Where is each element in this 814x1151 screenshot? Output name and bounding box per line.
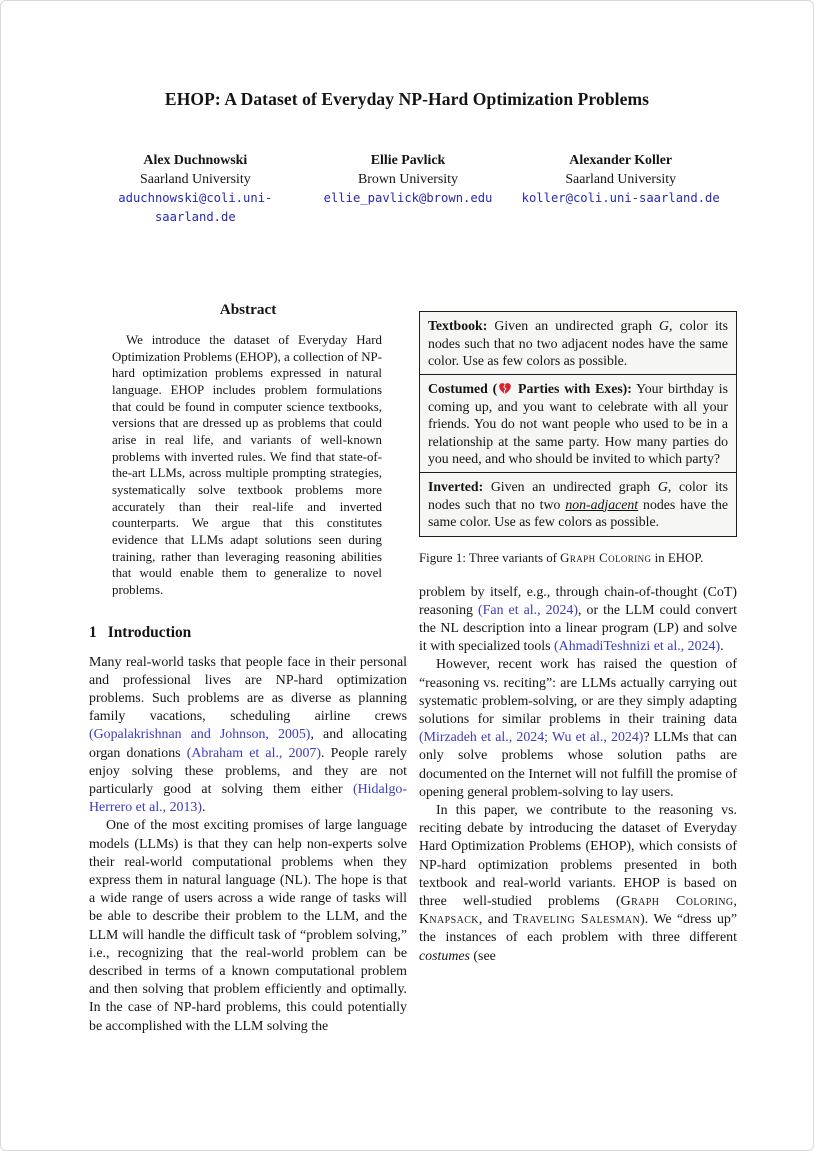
paragraph xyxy=(419,656,737,802)
text-segment: Textbook: xyxy=(428,318,488,333)
text-segment: Parties with Exes): xyxy=(513,381,632,396)
author-3 xyxy=(514,151,727,227)
text-segment: costumes xyxy=(419,948,470,964)
figure-box-costumed xyxy=(419,374,737,474)
text-segment: , color its nodes such that no two xyxy=(428,479,728,512)
broken-heart-icon xyxy=(498,382,512,395)
section-title: Introduction xyxy=(107,623,192,641)
text-segment: , or the LLM could convert the NL description into a linear program (LP) and solve it with specialized tools xyxy=(419,602,737,655)
author-affiliation: Brown University xyxy=(358,172,458,187)
text-segment: , color its nodes such that no two adjacent nodes have the same color. Use as few colors as possible. xyxy=(428,318,728,368)
figure-1-caption xyxy=(419,550,737,566)
section-number: 1 xyxy=(89,623,97,641)
smallcaps-term: Graph Coloring xyxy=(560,550,652,565)
text-segment: G xyxy=(657,479,668,494)
author-name: Alex Duchnowski xyxy=(143,153,248,168)
figure-box-inverted xyxy=(419,472,737,537)
abstract-text: We introduce the dataset of Everyday Hard Optimization Problems (EHOP), a collection of NP-hard optimization problems expressed in natural language. EHOP includes problem formulations that could be found in computer science textbooks, versions that are dressed up as problems that could arise in real life, and variants of well-known problems with inverted rules. We find that state-of-the-art LLMs, across multiple prompting strategies, systematically solve textbook problems more accurately than their real-life and inverted counterparts. We argue that this constitutes evidence that LLMs adapt solutions seen during training, rather than leveraging reasoning abilities that would enable them to generalize to novel problems. xyxy=(112,333,382,597)
right-column xyxy=(419,309,737,966)
text-segment: Inverted: xyxy=(428,479,484,494)
section-heading-introduction xyxy=(89,624,407,642)
paragraph xyxy=(89,817,407,1035)
text-segment: ? LLMs that can only solve problems whose solution paths are documented on the Internet will not fulfill the promise of opening general problem-solving to lay users. xyxy=(419,730,737,800)
text-segment: Many real-world tasks that people face in their personal and professional lives are NP-hard optimization problems. Such problems are as diverse as planning family vacations, scheduling airline crews xyxy=(89,654,407,725)
text-segment: Given an undirected graph xyxy=(487,318,660,333)
citation-link[interactable]: (Abraham et al., 2007) xyxy=(186,745,321,761)
text-segment: non-adjacent xyxy=(565,496,639,512)
citation-link[interactable]: (Fan et al., 2024) xyxy=(478,602,578,618)
text-segment: . xyxy=(202,800,206,816)
left-column xyxy=(89,301,407,1036)
author-email-link[interactable]: koller@coli.uni-saarland.de xyxy=(521,191,720,205)
text-segment: In this paper, we contribute to the reasoning vs. reciting debate by introducing the dataset of Everyday Hard Optimization Problems (EHOP), which consists of NP-hard optimization problems presented in both textbook and real-world variants. EHOP is based on three well-studied problems ( xyxy=(419,802,737,909)
text-segment: However, recent work has raised the question of “reasoning vs. reciting”: are LLMs actually carrying out systematic problem-solving, or are they simply adapting solutions for similar problems in their training data xyxy=(419,657,737,727)
text-segment: , xyxy=(733,893,737,909)
paragraph xyxy=(419,802,737,966)
text-segment: ). We “dress up” the instances of each problem with three different xyxy=(419,912,737,946)
author-name: Ellie Pavlick xyxy=(370,153,446,168)
text-segment: G xyxy=(659,318,670,333)
text-segment: Given an undirected graph xyxy=(483,479,658,494)
figure-1 xyxy=(419,311,737,537)
text-segment: in EHOP. xyxy=(651,550,704,565)
figure-box-textbook xyxy=(419,311,737,376)
paragraph xyxy=(89,654,407,818)
smallcaps-term: Graph Coloring xyxy=(620,893,734,909)
text-segment: problem by itself, e.g., through chain-of-thought (CoT) reasoning xyxy=(419,584,737,618)
text-segment: Figure 1: Three variants of xyxy=(419,550,561,565)
abstract-heading: Abstract xyxy=(219,301,277,318)
citation-link[interactable]: (Hidalgo-Herrero et al., 2013) xyxy=(89,781,407,816)
text-segment: Your birthday is coming up, and you want to celebrate with all your friends. You do not want people who used to be in a relationship at the same party. How many parties do you need, and who should be invited to which party? xyxy=(428,381,728,466)
paragraph xyxy=(419,584,737,657)
author-email-link[interactable]: ellie_pavlick@brown.edu xyxy=(323,191,493,205)
author-affiliation: Saarland University xyxy=(139,172,251,187)
citation-link[interactable]: (Mirzadeh et al., 2024; Wu et al., 2024) xyxy=(419,730,644,746)
citation-link[interactable]: (Gopalakrishnan and Johnson, 2005) xyxy=(89,727,311,743)
text-segment: One of the most exciting promises of large language models (LLMs) is that they can help non-experts solve their real-world computational problems when they express them in natural language (NL). The hope is that a wide range of users across a wide range of tasks will be able to describe their problem to the LLM, and the LLM will handle the difficult task of “problem solving,” i.e., recognizing that the real-world problem can be described in terms of a known computational problem and then solving that problem efficiently and optimally. In the case of NP-hard problems, this could potentially be accomplished with the LLM solving the xyxy=(89,818,407,1034)
smallcaps-term: Knapsack xyxy=(419,912,479,928)
author-name: Alexander Koller xyxy=(569,153,673,168)
paper-title: EHOP: A Dataset of Everyday NP-Hard Optimization Problems xyxy=(164,89,650,109)
smallcaps-term: Traveling Salesman xyxy=(513,912,641,928)
author-email-link[interactable]: aduchnowski@coli.uni-saarland.de xyxy=(118,191,273,224)
text-segment: nodes have the same color. Use as few colors as possible. xyxy=(428,496,729,529)
author-affiliation: Saarland University xyxy=(565,172,677,187)
text-segment: Costumed ( xyxy=(428,381,498,396)
text-segment: , and allocating organ donations xyxy=(89,727,407,761)
text-segment: , and xyxy=(478,912,514,928)
text-segment: . People rarely enjoy solving these problems, and they are not particularly good at solving them either xyxy=(89,745,407,797)
author-2 xyxy=(302,151,515,227)
author-1 xyxy=(89,151,302,227)
author-block xyxy=(89,151,727,227)
citation-link[interactable]: (AhmadiTeshnizi et al., 2024) xyxy=(554,639,721,655)
text-segment: . xyxy=(720,639,724,655)
text-segment: (see xyxy=(469,948,496,964)
